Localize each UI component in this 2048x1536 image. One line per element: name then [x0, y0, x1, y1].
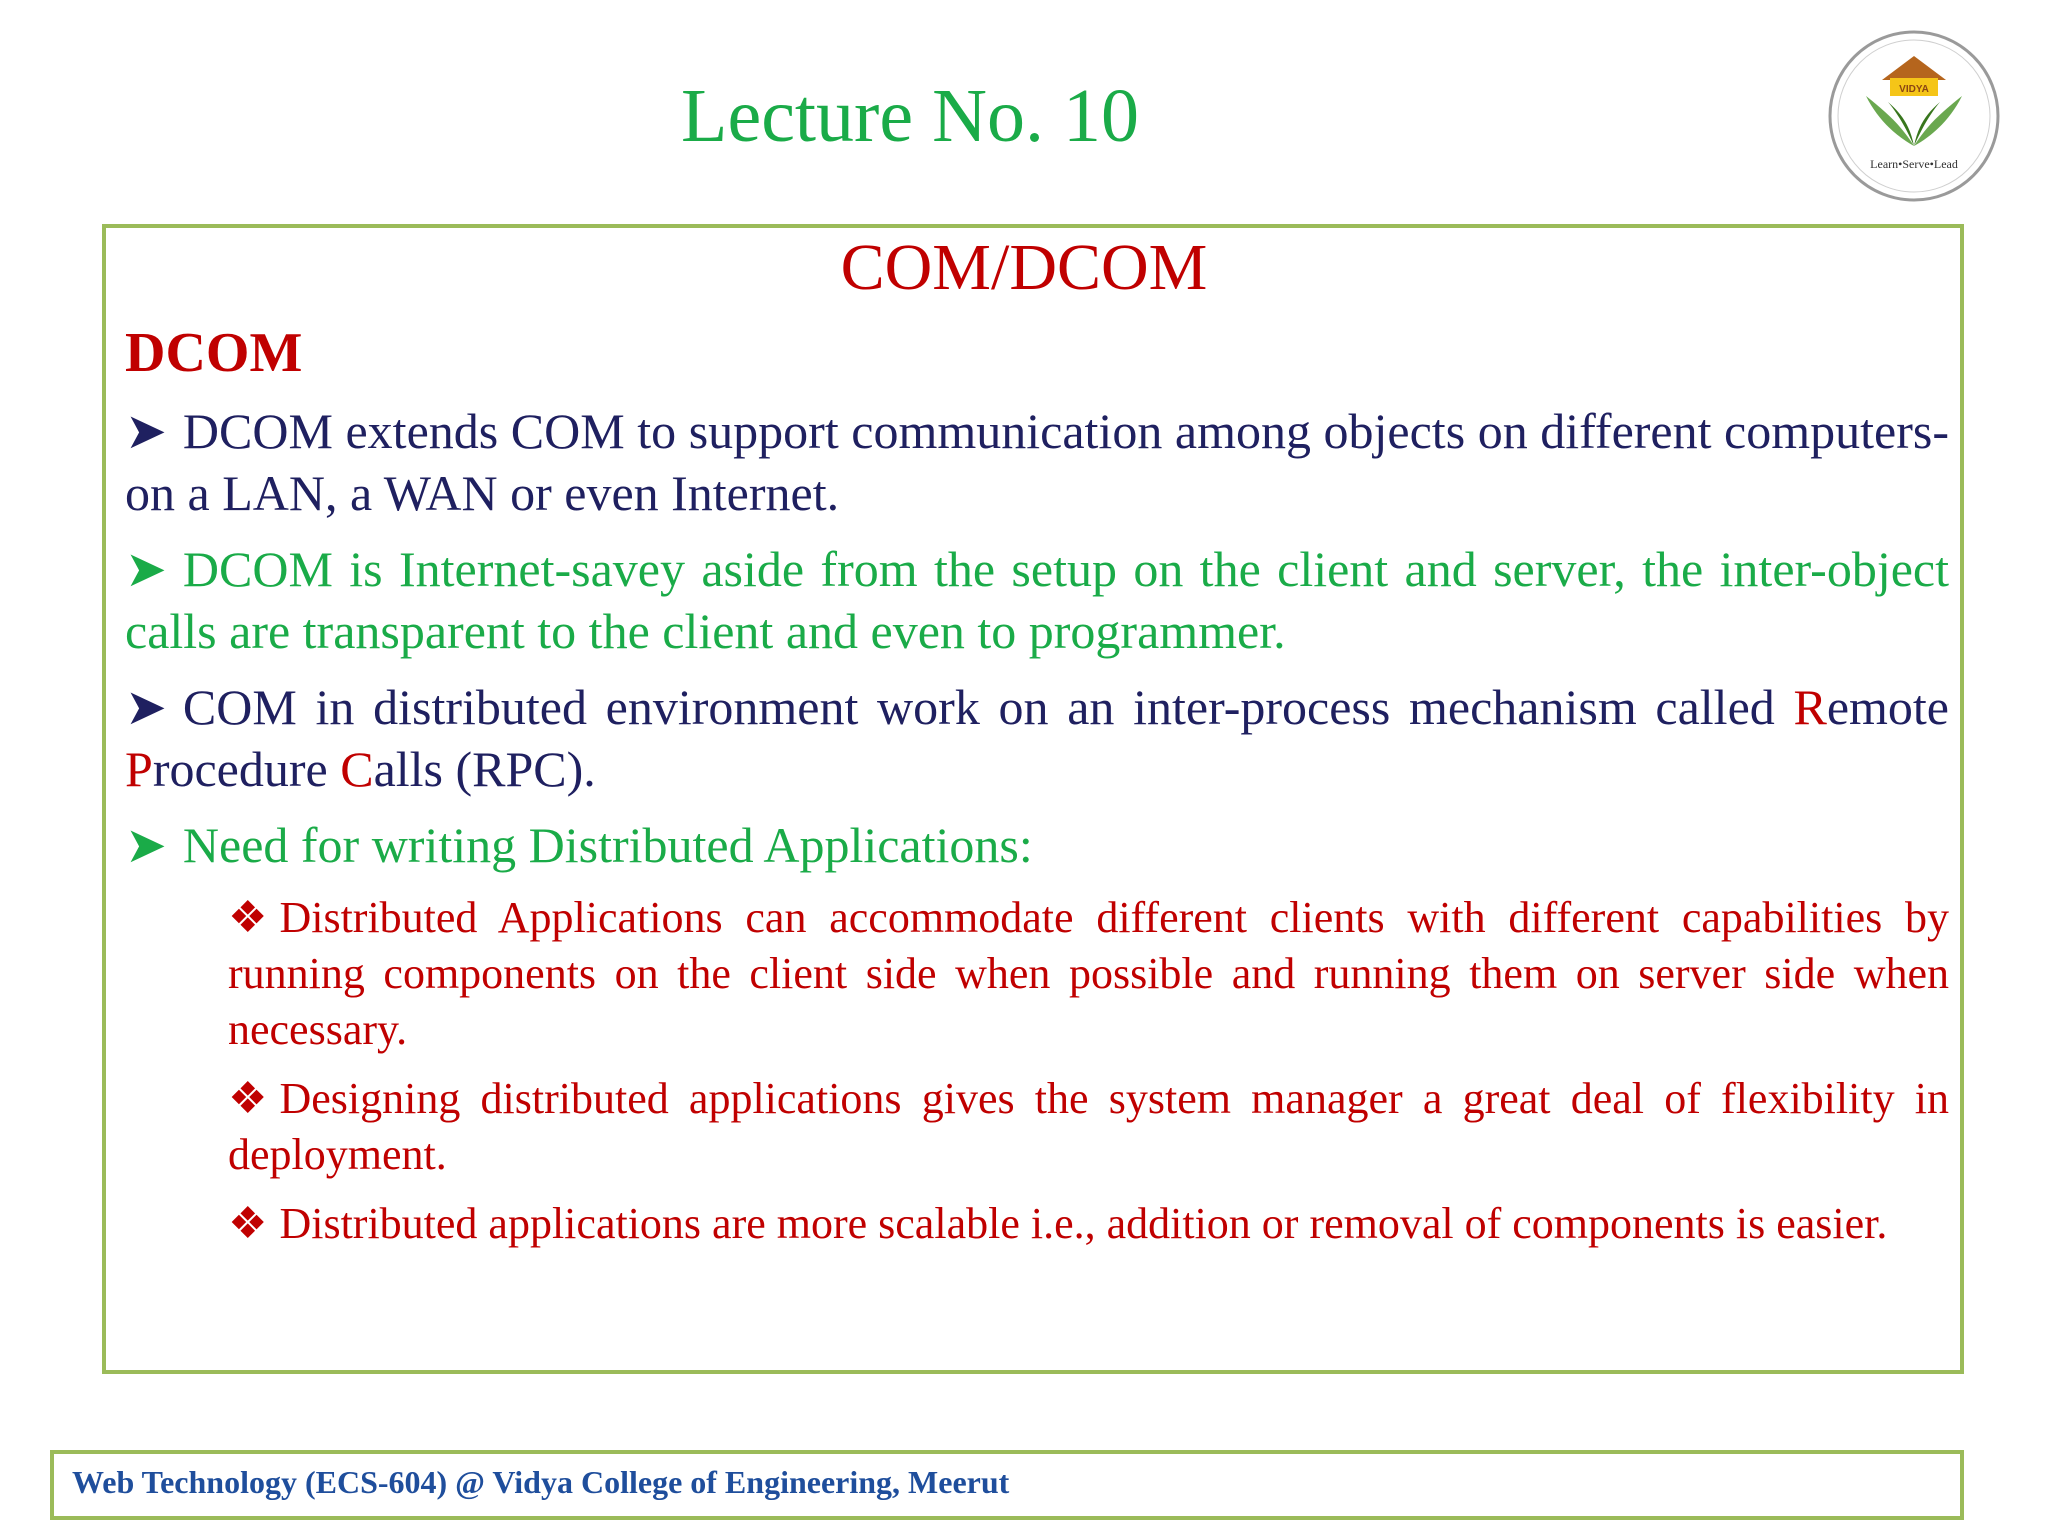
sub-bullet-2-text: Designing distributed applications gives the system manager a great deal of flexibility in deployment.	[228, 1074, 1949, 1179]
sub-bullet-1	[228, 890, 1949, 1058]
section-heading: DCOM	[125, 322, 303, 384]
sub-bullet-1-text: Distributed Applications can accommodate different clients with different capabilities by running components on the client side when possible and running them on server side when necessary.	[228, 893, 1949, 1054]
rpc-p-rest: rocedure	[152, 741, 341, 797]
svg-text:Learn•Serve•Lead: Learn•Serve•Lead	[1870, 157, 1958, 171]
bullet-1-text: DCOM extends COM to support communication among objects on different computers- on a LAN, a WAN or even Internet.	[125, 403, 1949, 521]
sub-bullet-3	[228, 1196, 1949, 1252]
rpc-c-rest: alls (RPC).	[373, 741, 596, 797]
svg-text:VIDYA: VIDYA	[1899, 84, 1929, 95]
sub-bullet-2	[228, 1071, 1949, 1183]
diamond-bullet-icon: ❖	[228, 1074, 268, 1123]
lecture-title: Lecture No. 10	[681, 74, 1139, 158]
rpc-r-rest: emote	[1826, 679, 1949, 735]
bullet-2	[125, 538, 1949, 662]
bullet-3	[125, 676, 1949, 800]
slide-title: COM/DCOM	[840, 231, 1208, 304]
diamond-bullet-icon: ❖	[228, 1199, 268, 1248]
arrow-bullet-icon: ➤	[125, 403, 167, 459]
arrow-bullet-icon: ➤	[125, 679, 167, 735]
arrow-bullet-icon: ➤	[125, 817, 167, 873]
bullet-1	[125, 400, 1949, 524]
rpc-p-initial: P	[125, 741, 153, 797]
rpc-c-initial: C	[340, 741, 374, 797]
bullet-4	[125, 814, 1949, 876]
vidya-logo	[1826, 28, 2002, 204]
bullet-3-text: COM in distributed environment work on an inter-process mechanism called	[182, 679, 1794, 735]
footer-text: Web Technology (ECS-604) @ Vidya College of Engineering, Meerut	[72, 1464, 1010, 1500]
diamond-bullet-icon: ❖	[228, 893, 268, 942]
rpc-r-initial: R	[1793, 679, 1827, 735]
bullet-2-text: DCOM is Internet-savey aside from the setup on the client and server, the inter-object calls are transparent to the client and even to programmer.	[125, 541, 1949, 659]
bullet-4-text: Need for writing Distributed Applications:	[182, 817, 1033, 873]
sub-bullet-3-text: Distributed applications are more scalable i.e., addition or removal of components is easier.	[279, 1199, 1888, 1248]
arrow-bullet-icon: ➤	[125, 541, 167, 597]
